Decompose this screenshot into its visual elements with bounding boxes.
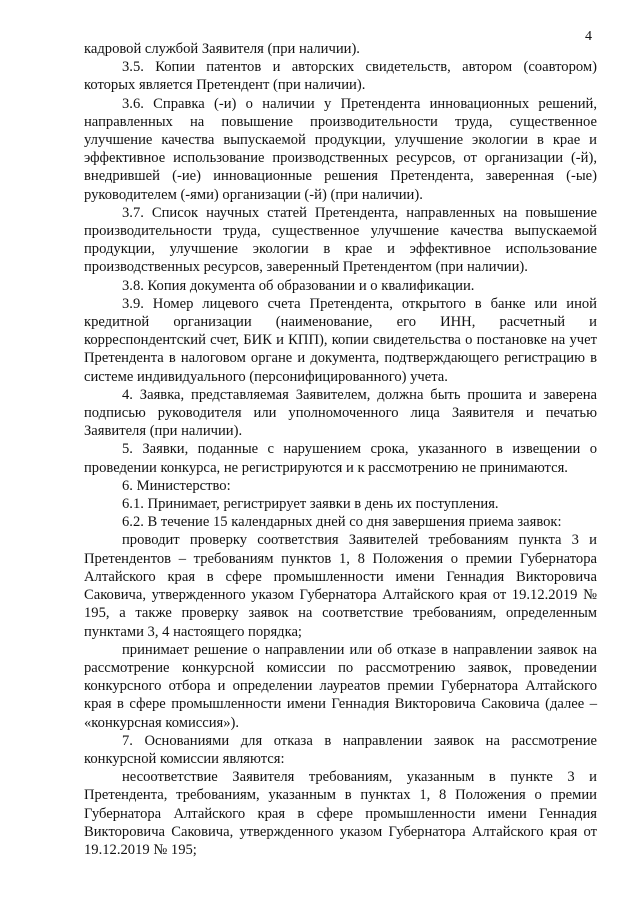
paragraph: принимает решение о направлении или об отказе в направлении заявок на рассмотрение конкурсной комиссии по рассмотрению заявок, проведении конкурсного отбора и определении лауреатов премии Губернатора Алтайского края в сфере промышленности имени Геннадия Викторовича Саковича (далее – «конкурсная комиссия»). [84,641,597,731]
paragraph: 6.1. Принимает, регистрирует заявки в день их поступления. [122,496,499,513]
paragraph: 3.8. Копия документа об образовании и о квалификации. [122,277,475,294]
paragraph: 4. Заявка, представляемая Заявителем, должна быть прошита и заверена подписью руководителя или уполномоченного лица Заявителя и печатью Заявителя (при наличии). [84,386,597,440]
paragraph: 7. Основаниями для отказа в направлении заявок на рассмотрение конкурсной комиссии являются: [84,732,597,767]
paragraph: проводит проверку соответствия Заявителей требованиям пункта 3 и Претендентов – требованиям пунктов 1, 8 Положения о премии Губернатора Алтайского края в сфере промышленности имени Геннадия Викторовича Саковича, утвержденного указом Губернатора Алтайского края от 19.12.2019 № 195, а также проверку заявок на соответствие требованиям, определенным пунктами 3, 4 настоящего порядка; [84,532,597,640]
paragraph: 3.5. Копии патентов и авторских свидетельств, автором (соавтором) которых является Претендент (при наличии). [84,59,597,94]
page-number: 4 [585,29,592,44]
paragraph: 3.9. Номер лицевого счета Претендента, открытого в банке или иной кредитной организации (наименование, его ИНН, расчетный и корреспондентский счет, БИК и КПП), копии свидетельства о постановке на учет Претендента в налоговом органе и документа, подтверждающего регистрацию в системе индивидуального (персонифицированного) учета. [84,295,597,385]
paragraph: 3.6. Справка (-и) о наличии у Претендента инновационных решений, направленных на повышение производительности труда, существенное улучшение качества выпускаемой продукции, улучшение экологии в крае и эффективное использование производственных ресурсов, от организации (-й), внедрившей (-ие) инновационные решения Претендента, заверенная (-ые) руководителем (-ями) организации (-й) (при наличии). [84,95,597,203]
paragraph: 6. Министерство: [122,477,231,494]
paragraph: 5. Заявки, поданные с нарушением срока, указанного в извещении о проведении конкурса, не регистрируются и к рассмотрению не принимаются. [84,441,597,476]
paragraph: несоответствие Заявителя требованиям, указанным в пункте 3 и Претендента, требованиям, указанным в пунктах 1, 8 Положения о премии Губернатора Алтайского края в сфере промышленности имени Геннадия Викторовича Саковича, утвержденного указом Губернатора Алтайского края от 19.12.2019 № 195; [84,769,597,858]
document-body [84,40,597,859]
paragraph: 6.2. В течение 15 календарных дней со дня завершения приема заявок: [122,514,562,531]
paragraph: кадровой службой Заявителя (при наличии). [84,41,360,57]
paragraph: 3.7. Список научных статей Претендента, направленных на повышение производительности труда, существенное улучшение качества выпускаемой продукции, улучшение экологии в крае и эффективное использование производственных ресурсов, заверенный Претендентом (при наличии). [84,204,597,276]
